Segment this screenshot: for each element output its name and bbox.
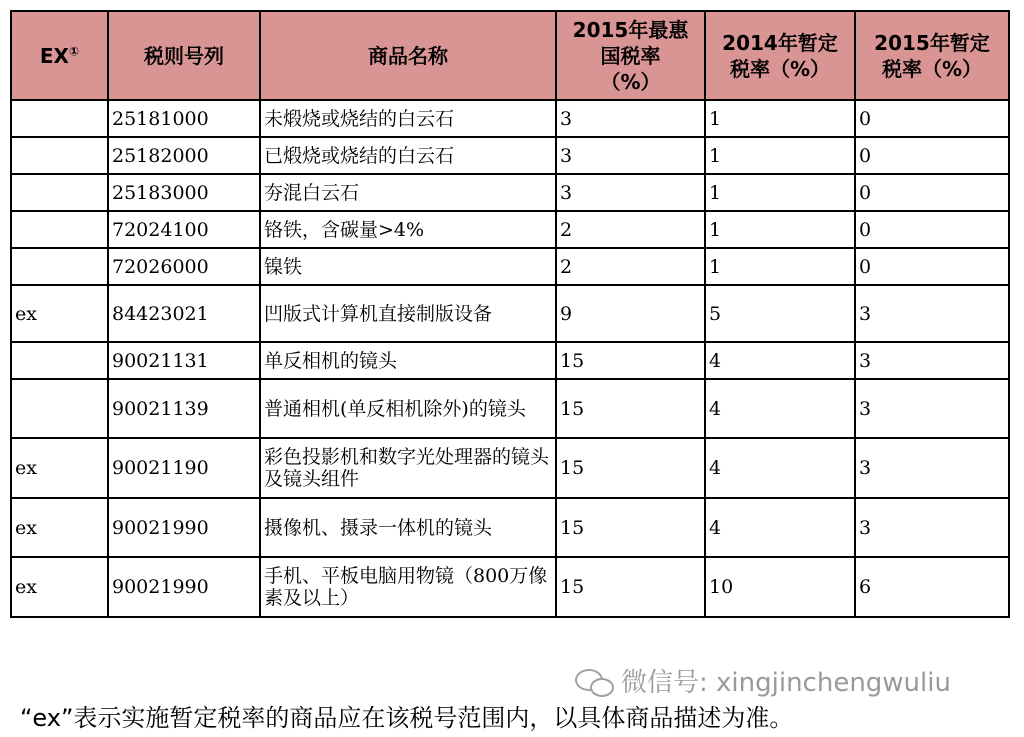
- cell-name: 铬铁，含碳量>4%: [260, 211, 556, 248]
- table-row: [11, 285, 1009, 342]
- cell-code: 90021990: [108, 557, 260, 617]
- cell-code: 90021139: [108, 379, 260, 438]
- cell-2015-rate: 3: [855, 285, 1009, 342]
- cell-2014-rate: 10: [705, 557, 855, 617]
- cell-mfn-rate: 15: [556, 342, 705, 379]
- footnote-marker: ①: [68, 43, 80, 58]
- table-row: [11, 342, 1009, 379]
- cell-2014-rate: 1: [705, 248, 855, 285]
- cell-2014-rate: 5: [705, 285, 855, 342]
- cell-name: 未煅烧或烧结的白云石: [260, 100, 556, 137]
- cell-name: 普通相机(单反相机除外)的镜头: [260, 379, 556, 438]
- cell-2014-rate: 4: [705, 342, 855, 379]
- wechat-icon: [575, 667, 615, 695]
- cell-mfn-rate: 2: [556, 211, 705, 248]
- cell-2014-rate: 1: [705, 211, 855, 248]
- cell-mfn-rate: 15: [556, 557, 705, 617]
- cell-ex: [11, 248, 108, 285]
- cell-code: 84423021: [108, 285, 260, 342]
- cell-ex: [11, 100, 108, 137]
- header-name: 商品名称: [260, 11, 556, 100]
- cell-name: 摄像机、摄录一体机的镜头: [260, 498, 556, 557]
- table-row: [11, 137, 1009, 174]
- table-row: [11, 498, 1009, 557]
- cell-2015-rate: 0: [855, 137, 1009, 174]
- cell-mfn-rate: 2: [556, 248, 705, 285]
- cell-name: 凹版式计算机直接制版设备: [260, 285, 556, 342]
- cell-code: 25181000: [108, 100, 260, 137]
- cell-ex: ex: [11, 438, 108, 498]
- table-row: [11, 557, 1009, 617]
- table-row: [11, 174, 1009, 211]
- cell-name: 单反相机的镜头: [260, 342, 556, 379]
- cell-2015-rate: 3: [855, 498, 1009, 557]
- cell-mfn-rate: 15: [556, 438, 705, 498]
- cell-2015-rate: 0: [855, 100, 1009, 137]
- cell-mfn-rate: 3: [556, 100, 705, 137]
- cell-ex: ex: [11, 498, 108, 557]
- cell-2015-rate: 3: [855, 379, 1009, 438]
- cell-code: 72026000: [108, 248, 260, 285]
- cell-2015-rate: 3: [855, 342, 1009, 379]
- cell-2014-rate: 4: [705, 438, 855, 498]
- cell-mfn-rate: 3: [556, 174, 705, 211]
- cell-2015-rate: 0: [855, 174, 1009, 211]
- table-row: [11, 248, 1009, 285]
- tariff-table: [10, 10, 1010, 618]
- table-body: [11, 100, 1009, 617]
- cell-2015-rate: 0: [855, 211, 1009, 248]
- table-row: [11, 100, 1009, 137]
- cell-2015-rate: 3: [855, 438, 1009, 498]
- cell-mfn-rate: 9: [556, 285, 705, 342]
- cell-code: 90021190: [108, 438, 260, 498]
- cell-2014-rate: 1: [705, 100, 855, 137]
- cell-code: 25183000: [108, 174, 260, 211]
- table-row: [11, 438, 1009, 498]
- header-2014-rate: 2014年暂定 税率（%）: [705, 11, 855, 100]
- cell-2015-rate: 0: [855, 248, 1009, 285]
- cell-code: 90021131: [108, 342, 260, 379]
- cell-code: 72024100: [108, 211, 260, 248]
- cell-2014-rate: 1: [705, 137, 855, 174]
- cell-mfn-rate: 15: [556, 498, 705, 557]
- cell-name: 手机、平板电脑用物镜（800万像素及以上）: [260, 557, 556, 617]
- cell-mfn-rate: 3: [556, 137, 705, 174]
- cell-2015-rate: 6: [855, 557, 1009, 617]
- cell-ex: [11, 174, 108, 211]
- table-row: [11, 379, 1009, 438]
- header-ex: EX①: [11, 11, 108, 100]
- cell-ex: [11, 137, 108, 174]
- wechat-id-text: 微信号: xingjinchengwuliu: [621, 668, 951, 698]
- cell-name: 镍铁: [260, 248, 556, 285]
- header-2015-rate: 2015年暂定 税率（%）: [855, 11, 1009, 100]
- cell-ex: ex: [11, 285, 108, 342]
- cell-ex: [11, 379, 108, 438]
- cell-ex: [11, 211, 108, 248]
- footnote-text: “ex”表示实施暂定税率的商品应在该税号范围内，以具体商品描述为准。: [20, 704, 794, 732]
- cell-2014-rate: 4: [705, 498, 855, 557]
- header-mfn-rate: 2015年最惠 国税率 （%）: [556, 11, 705, 100]
- cell-ex: [11, 342, 108, 379]
- wechat-watermark: [575, 662, 951, 699]
- cell-name: 已煅烧或烧结的白云石: [260, 137, 556, 174]
- cell-ex: ex: [11, 557, 108, 617]
- cell-2014-rate: 1: [705, 174, 855, 211]
- table-header-row: [11, 11, 1009, 100]
- cell-mfn-rate: 15: [556, 379, 705, 438]
- cell-name: 夯混白云石: [260, 174, 556, 211]
- table-row: [11, 211, 1009, 248]
- cell-code: 25182000: [108, 137, 260, 174]
- cell-code: 90021990: [108, 498, 260, 557]
- header-code: 税则号列: [108, 11, 260, 100]
- cell-2014-rate: 4: [705, 379, 855, 438]
- cell-name: 彩色投影机和数字光处理器的镜头及镜头组件: [260, 438, 556, 498]
